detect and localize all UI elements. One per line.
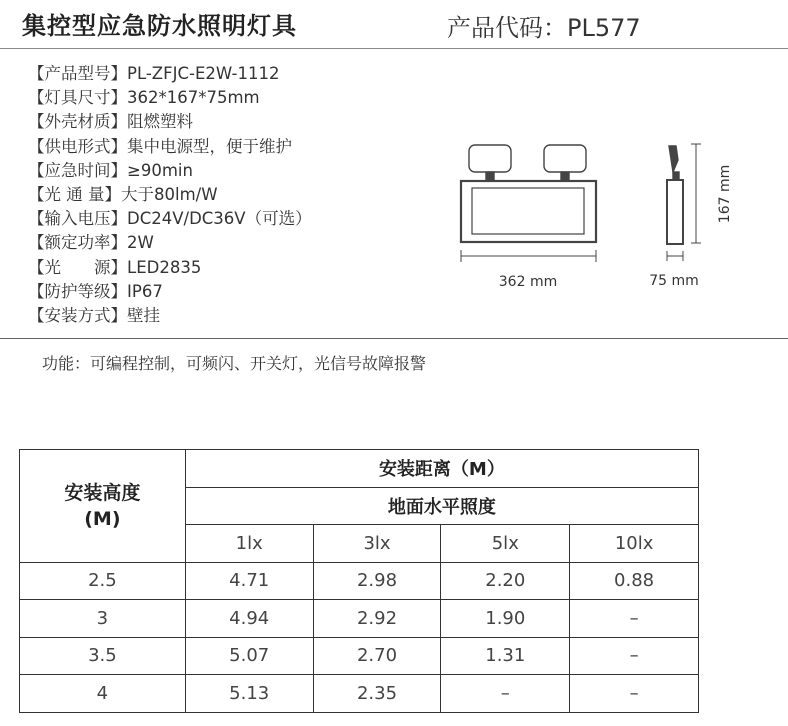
row-height-cell: 3 bbox=[20, 600, 186, 638]
row-height-cell: 3.5 bbox=[20, 637, 186, 675]
spec-size: 【灯具尺寸】362*167*75mm bbox=[28, 88, 260, 108]
spec-model: 【产品型号】PL-ZFJC-E2W-1112 bbox=[28, 64, 280, 83]
table-cell: 4.71 bbox=[185, 562, 313, 600]
table-row bbox=[20, 562, 699, 600]
table-cell: 4.94 bbox=[185, 600, 313, 638]
spec-luminous-flux: 【光 通 量】大于80lm/W bbox=[28, 184, 218, 204]
illuminance-table bbox=[19, 449, 699, 713]
table-cell: 2.70 bbox=[313, 637, 441, 675]
side-view bbox=[667, 144, 701, 261]
table-cell: 0.88 bbox=[570, 562, 699, 600]
table-cell: 2.35 bbox=[313, 675, 441, 713]
width-label: 362 mm bbox=[498, 274, 558, 290]
spec-light-source: 【光 源】LED2835 bbox=[28, 257, 202, 277]
table-row bbox=[20, 600, 699, 638]
housing-outer bbox=[461, 181, 596, 242]
table-cell: 5.13 bbox=[185, 675, 313, 713]
column-header: 3lx bbox=[313, 525, 441, 563]
table-cell: 2.20 bbox=[441, 562, 570, 600]
spec-mounting: 【安装方式】壁挂 bbox=[28, 305, 160, 325]
table-cell: – bbox=[570, 675, 699, 713]
section-divider bbox=[0, 338, 788, 339]
header-divider bbox=[0, 48, 788, 49]
right-lamp-bracket bbox=[561, 172, 569, 180]
spec-emergency-time: 【应急时间】≥90min bbox=[28, 160, 193, 180]
front-view bbox=[461, 145, 596, 262]
side-lamp-head bbox=[669, 146, 678, 172]
row-height-cell: 2.5 bbox=[20, 562, 186, 600]
spec-material: 【外壳材质】阻燃塑料 bbox=[28, 112, 193, 132]
table-row bbox=[20, 637, 699, 675]
spec-list bbox=[28, 62, 312, 328]
table-header-row bbox=[20, 450, 699, 488]
height-label: 167 mm bbox=[717, 164, 733, 224]
product-code: 产品代码：PL577 bbox=[447, 14, 641, 42]
column-header: 5lx bbox=[441, 525, 570, 563]
depth-label: 75 mm bbox=[649, 273, 699, 289]
row-height-cell: 4 bbox=[20, 675, 186, 713]
column-header: 1lx bbox=[185, 525, 313, 563]
header-install-distance: 安装距离（M） bbox=[185, 450, 698, 488]
right-lamp-head bbox=[544, 145, 586, 172]
table-cell: 1.31 bbox=[441, 637, 570, 675]
side-housing bbox=[667, 180, 683, 244]
table-cell: – bbox=[441, 675, 570, 713]
spec-rated-power: 【额定功率】2W bbox=[28, 233, 154, 253]
left-lamp-head bbox=[469, 145, 511, 172]
left-lamp-bracket bbox=[486, 172, 494, 180]
table-cell: 2.92 bbox=[313, 600, 441, 638]
spec-ip-rating: 【防护等级】IP67 bbox=[28, 281, 163, 301]
product-dimension-drawing bbox=[440, 130, 740, 300]
table-cell: 1.90 bbox=[441, 600, 570, 638]
feature-description: 功能：可编程控制，可频闪、开关灯，光信号故障报警 bbox=[42, 354, 427, 373]
table-cell: – bbox=[570, 637, 699, 675]
table-cell: 5.07 bbox=[185, 637, 313, 675]
product-title: 集控型应急防水照明灯具 bbox=[22, 12, 297, 40]
spec-power-supply: 【供电形式】集中电源型，便于维护 bbox=[28, 136, 292, 156]
header-floor-illuminance: 地面水平照度 bbox=[185, 487, 698, 525]
table-row bbox=[20, 675, 699, 713]
column-header: 10lx bbox=[570, 525, 699, 563]
housing-panel bbox=[472, 188, 584, 234]
table-cell: 2.98 bbox=[313, 562, 441, 600]
header-mount-height: 安装高度(M) bbox=[20, 450, 186, 563]
table-cell: – bbox=[570, 600, 699, 638]
spec-input-voltage: 【输入电压】DC24V/DC36V（可选） bbox=[28, 209, 312, 229]
